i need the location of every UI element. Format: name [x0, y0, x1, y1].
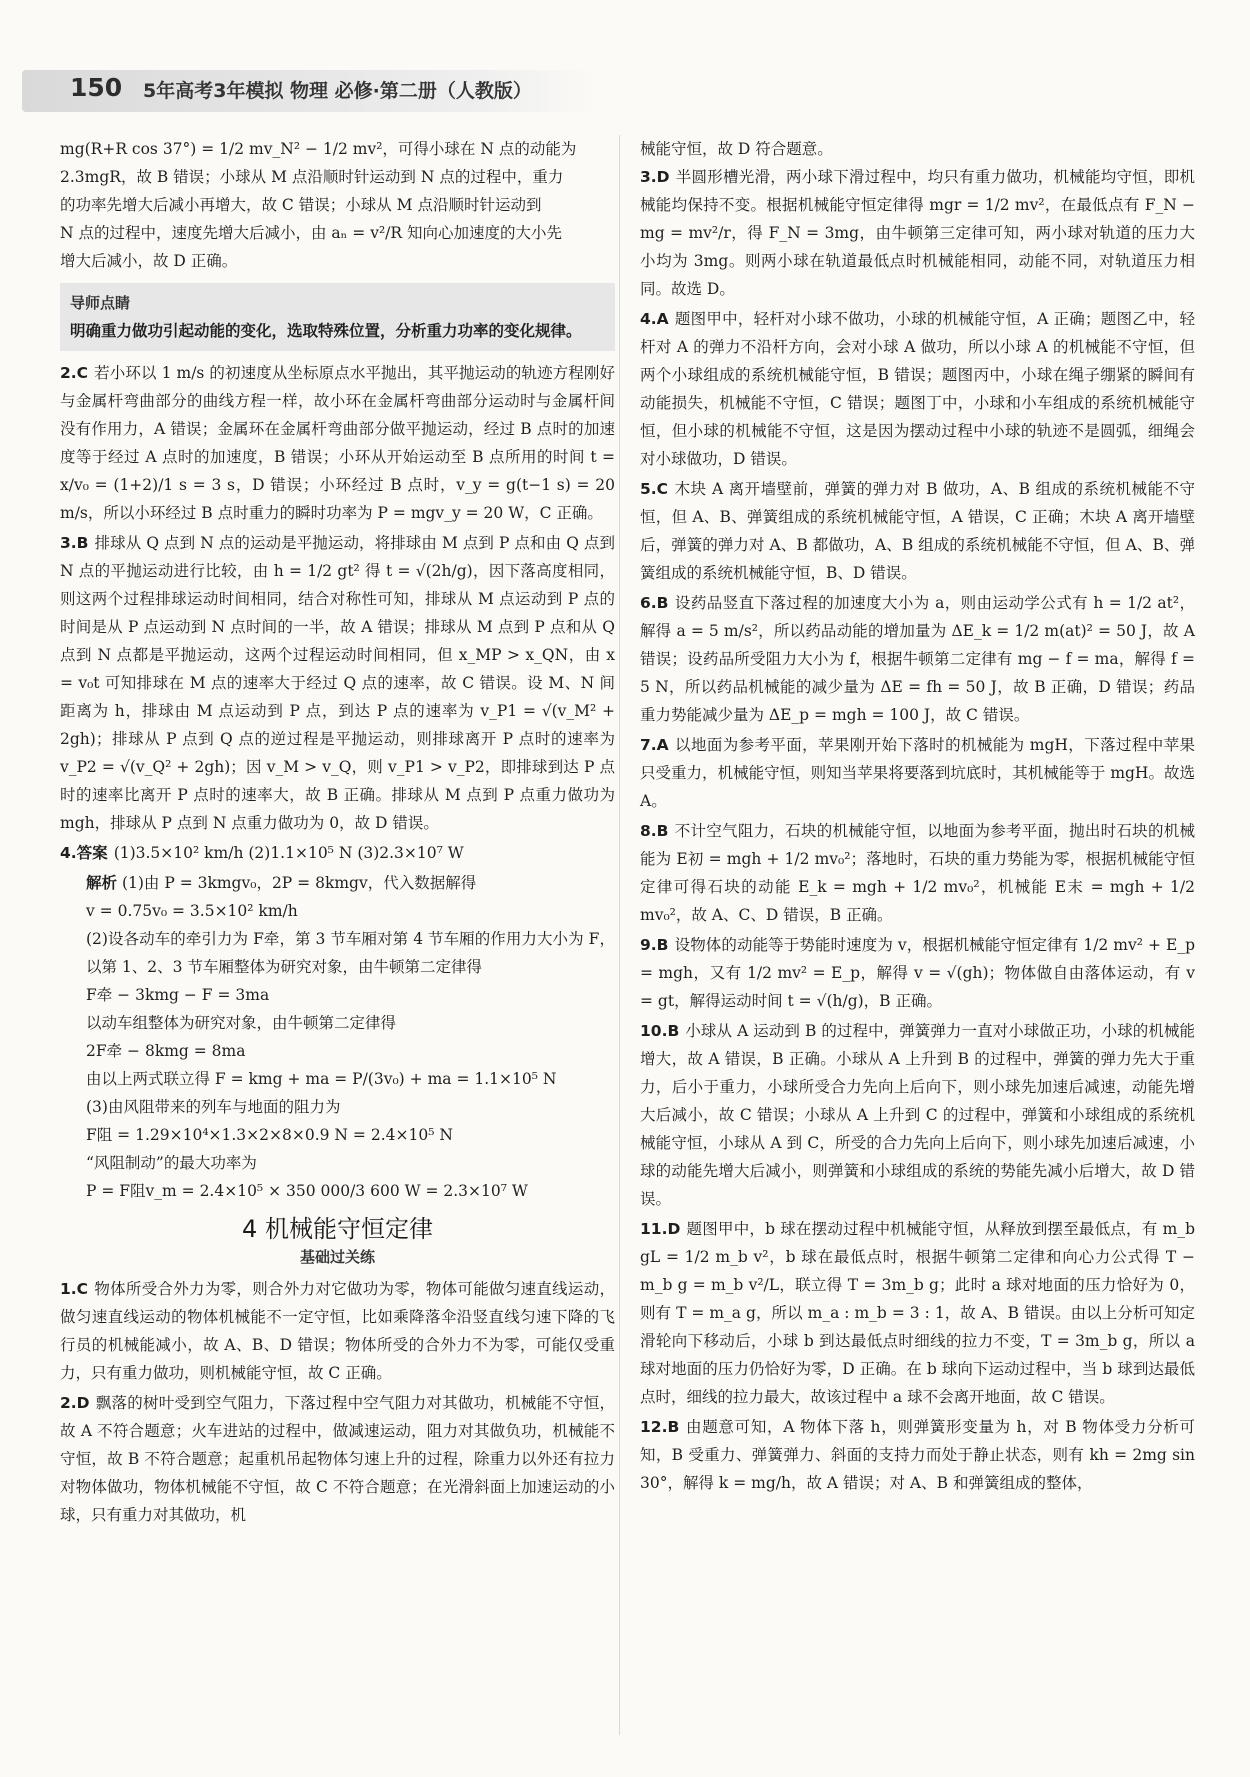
right-column: [640, 135, 1195, 1499]
answer-item-r4: [640, 305, 1195, 473]
item-number: 2.C: [60, 364, 89, 382]
intro-line: N 点的过程中，速度先增大后减小，由 aₙ = v²/R 知向心加速度的大小先: [60, 224, 562, 242]
solution-line: “风阻制动”的最大功率为: [86, 1154, 257, 1172]
item-number: 4.答案: [60, 844, 108, 862]
solution-line: F阻 = 1.29×10⁴×1.3×2×8×0.9 N = 2.4×10⁵ N: [86, 1126, 453, 1144]
hint-title: 导师点睛: [70, 294, 131, 312]
item-text: 小球从 A 运动到 B 的过程中，弹簧弹力一直对小球做正功，小球的机械能增大，故 A 错误，B 正确。小球从 A 上升到 B 的过程中，弹簧的弹力先大于重力，后小于重力，小球所受合力先向上后向下，则小球先加速后减速，动能先增大后减小，故 C 错误；小球从 A 上升到 C 的过程中，弹簧和小球组成的系统机械能守恒，小球从 A 到 C，所受的合力先向上后向下，则小球先加速后减速，小球的动能先增大后减小，则弹簧和小球组成的系统的势能先减小后增大，故 D 错误。: [640, 1022, 1195, 1208]
column-divider: [619, 135, 620, 1735]
item-number: 4.A: [640, 310, 669, 328]
answer-item-r6: [640, 589, 1195, 729]
solution-line: 2F牵 − 8kmg = 8ma: [86, 1042, 246, 1060]
item-text: 飘落的树叶受到空气阻力，下落过程中空气阻力对其做功，机械能不守恒，故 A 不符合题意；火车进站的过程中，做减速运动，阻力对其做负功，机械能不守恒，故 B 不符合题意；起重机吊起物体匀速上升的过程，除重力以外还有拉力对物体做功，物体机械能不守恒，故 C 不符合题意；在光滑斜面上加速运动的小球，只有重力对其做功，机: [60, 1394, 615, 1524]
item-text: 木块 A 离开墙壁前，弹簧的弹力对 B 做功，A、B 组成的系统机械能不守恒，但 A、B、弹簧组成的系统机械能守恒，A 错误，C 正确；木块 A 离开墙壁后，弹簧的弹力对 A、B 都做功，A、B 组成的系统机械能不守恒，但 A、B、弹簧组成的系统机械能守恒，B、D 错误。: [640, 480, 1195, 582]
item-text: 以地面为参考平面，苹果刚开始下落时的机械能为 mgH，下落过程中苹果只受重力，机械能守恒，则知当苹果将要落到坑底时，其机械能等于 mgH。故选 A。: [640, 736, 1195, 810]
answer-item-r3: [640, 163, 1195, 303]
answer-item-r5: [640, 475, 1195, 587]
item-number: 11.D: [640, 1220, 681, 1238]
item-text: 排球从 Q 点到 N 点的运动是平抛运动，将排球由 M 点到 P 点和由 Q 点到 N 点的平抛运动进行比较，由 h = 1/2 gt² 得 t = √(2h/g)，因下落高度相同，则这两个过程排球运动时间相同，结合对称性可知，排球从 M 点运动到 P 点的时间是从 P 点运动到 N 点时间的一半，故 A 错误；排球从 M 点到 P 点和从 Q 点到 N 点都是平抛运动，这两个过程运动时间相同，但 x_MP > x_QN，由 x = v₀t 可知排球在 M 点的速率大于经过 Q 点的速率，故 C 错误。设 M、N 间距离为 h，排球由 M 点运动到 P 点，到达 P 点的速率为 v_P1 = √(v_M² + 2gh)；排球从 P 点到 Q 点的逆过程是平抛运动，则排球离开 P 点时的速率为 v_P2 = √(v_Q² + 2gh)；因 v_M > v_Q，则 v_P1 > v_P2，即排球到达 P 点时的速率比离开 P 点时的速率大，故 B 正确。排球从 M 点到 P 点重力做功为 mgh，排球从 P 点到 N 点重力做功为 0，故 D 错误。: [60, 534, 615, 832]
answer-item-s1: [60, 1275, 615, 1387]
solution-line: 由以上两式联立得 F = kmg + ma = P/(3v₀) + ma = 1.1×10⁵ N: [86, 1070, 557, 1088]
item-number: 7.A: [640, 736, 669, 754]
item-number: 9.B: [640, 936, 669, 954]
item-number: 6.B: [640, 594, 669, 612]
solution-line: (1)由 P = 3kmgv₀，2P = 8kmgv，代入数据解得: [121, 874, 477, 892]
intro-line: 的功率先增大后减小再增大，故 C 错误；小球从 M 点沿顺时针运动到: [60, 196, 542, 214]
hint-body: 明确重力做功引起动能的变化，选取特殊位置，分析重力功率的变化规律。: [70, 321, 582, 340]
item-text: 题图甲中，轻杆对小球不做功，小球的机械能守恒，A 正确；题图乙中，轻杆对 A 的弹力不沿杆方向，会对小球 A 做功，所以小球 A 的机械能不守恒，但两个小球组成的系统机械能守恒，B 错误；题图丙中，小球在绳子绷紧的瞬间有动能损失，机械能不守恒，C 错误；题图丁中，小球和小车组成的系统机械能守恒，但小球的机械能不守恒，这是因为摆动过程中小球的轨迹不是圆弧，细绳会对小球做功，D 错误。: [640, 310, 1195, 468]
left-column: [60, 135, 615, 1531]
answer-item-3: [60, 529, 615, 837]
intro-line: 增大后减小，故 D 正确。: [60, 252, 238, 270]
item-number: 1.C: [60, 1280, 89, 1298]
item-number: 3.B: [60, 534, 89, 552]
item-text: 不计空气阻力，石块的机械能守恒，以地面为参考平面，抛出时石块的机械能为 E初 = mgh + 1/2 mv₀²；落地时，石块的重力势能为零，根据机械能守恒定律可得石块的动能 E_k = mgh + 1/2 mv₀²，机械能 E末 = mgh + 1/2 mv₀²，故 A、C、D 错误，B 正确。: [640, 822, 1195, 924]
intro-line: mg(R+R cos 37°) = 1/2 mv_N² − 1/2 mv²，可得小球在 N 点的动能为: [60, 140, 577, 158]
intro-line: 2.3mgR，故 B 错误；小球从 M 点沿顺时针运动到 N 点的过程中，重力: [60, 168, 564, 186]
solution-line: 以动车组整体为研究对象，由牛顿第二定律得: [86, 1014, 397, 1032]
solution-line: F牵 − 3kmg − F = 3ma: [86, 986, 270, 1004]
section-subtitle: 基础过关练: [299, 1248, 375, 1266]
answer-item-2: [60, 359, 615, 527]
item-text: 设物体的动能等于势能时速度为 v，根据机械能守恒定律有 1/2 mv² + E_p = mgh，又有 1/2 mv² = E_p，解得 v = √(gh)；物体做自由落体运动，有 v = gt，解得运动时间 t = √(h/g)，B 正确。: [640, 936, 1195, 1010]
answer-values: (1)3.5×10² km/h (2)1.1×10⁵ N (3)2.3×10⁷ W: [113, 844, 464, 862]
solution-line: (2)设各动车的牵引力为 F牵，第 3 节车厢对第 4 节车厢的作用力大小为 F，以第 1、2、3 节车厢整体为研究对象，由牛顿第二定律得: [86, 930, 615, 976]
item-number: 5.C: [640, 480, 669, 498]
page-header: [0, 0, 1250, 100]
answer-item-4: [60, 839, 615, 867]
continued-text: 械能守恒，故 D 符合题意。: [640, 140, 833, 158]
item-number: 12.B: [640, 1418, 680, 1436]
section-title: 4 机械能守恒定律: [242, 1215, 433, 1243]
item-number: 3.D: [640, 168, 670, 186]
solution-line: v = 0.75v₀ = 3.5×10² km/h: [86, 902, 298, 920]
answer-item-r9: [640, 931, 1195, 1015]
solution-line: P = F阻v_m = 2.4×10⁵ × 350 000/3 600 W = 2.3×10⁷ W: [86, 1182, 528, 1200]
item-text: 设药品竖直下落过程的加速度大小为 a，则由运动学公式有 h = 1/2 at²，解得 a = 5 m/s²，所以药品动能的增加量为 ΔE_k = 1/2 m(at)² = 50 J，故 A 错误；设药品所受阻力大小为 f，根据牛顿第二定律有 mg − f = ma，解得 f = 5 N，所以药品机械能的减少量为 ΔE = fh = 50 J，故 B 正确，D 错误；药品重力势能减少量为 ΔE_p = mgh = 100 J，故 C 错误。: [640, 594, 1195, 724]
mentor-hint-box: [60, 283, 615, 351]
answer-item-r10: [640, 1017, 1195, 1213]
item-text: 题图甲中，b 球在摆动过程中机械能守恒，从释放到摆至最低点，有 m_b gL = 1/2 m_b v²，b 球在最低点时，根据牛顿第二定律和向心力公式得 T − m_b g = m_b v²/L，联立得 T = 3m_b g；此时 a 球对地面的压力恰好为 0，则有 T = m_a g，所以 m_a : m_b = 3 : 1，故 A、B 错误。由以上分析可知定滑轮向下移动后，小球 b 到达最低点时细线的拉力不变，T = 3m_b g，所以 a 球对地面的压力仍恰好为零，D 正确。在 b 球向下运动过程中，当 b 球到达最低点时，细线的拉力最大，故该过程中 a 球不会离开地面，故 C 错误。: [640, 1220, 1195, 1406]
item-text: 物体所受合外力为零，则合外力对它做功为零，物体可能做匀速直线运动，做匀速直线运动的物体机械能不一定守恒，比如乘降落伞沿竖直线匀速下降的飞行员的机械能减小，故 A、B、D 错误；物体所受的合外力不为零，可能仅受重力，只有重力做功，则机械能守恒，故 C 正确。: [60, 1280, 615, 1382]
item-number: 8.B: [640, 822, 669, 840]
book-title: 5年高考3年模拟 物理 必修·第二册（人教版）: [143, 80, 532, 102]
solution-label: 解析: [86, 874, 118, 892]
page-number: 150: [70, 73, 123, 102]
solution-block: [60, 869, 615, 1205]
item-number: 2.D: [60, 1394, 90, 1412]
answer-item-r11: [640, 1215, 1195, 1411]
answer-item-r8: [640, 817, 1195, 929]
item-text: 由题意可知，A 物体下落 h，则弹簧形变量为 h，对 B 物体受力分析可知，B 受重力、弹簧弹力、斜面的支持力而处于静止状态，则有 kh = 2mg sin 30°，解得 k = mg/h，故 A 错误；对 A、B 和弹簧组成的整体，: [640, 1418, 1195, 1492]
answer-item-r12: [640, 1413, 1195, 1497]
item-text: 半圆形槽光滑，两小球下滑过程中，均只有重力做功，机械能均守恒，即机械能均保持不变。根据机械能守恒定律得 mgr = 1/2 mv²，在最低点有 F_N − mg = mv²/r，得 F_N = 3mg，由牛顿第三定律可知，两小球对轨道的压力大小均为 3mg。则两小球在轨道最低点时机械能相同，动能不同，对轨道压力相同。故选 D。: [640, 168, 1195, 298]
solution-line: (3)由风阻带来的列车与地面的阻力为: [86, 1098, 341, 1116]
answer-item-r7: [640, 731, 1195, 815]
answer-item-s2: [60, 1389, 615, 1529]
item-number: 10.B: [640, 1022, 680, 1040]
item-text: 若小环以 1 m/s 的初速度从坐标原点水平抛出，其平抛运动的轨迹方程刚好与金属杆弯曲部分的曲线方程一样，故小环在金属杆弯曲部分运动时与金属杆间没有作用力，A 错误；金属环在金属杆弯曲部分做平抛运动，经过 B 点时的加速度等于经过 A 点时的加速度，B 错误；小环从开始运动至 B 点所用的时间 t = x/v₀ = (1+2)/1 s = 3 s，D 错误；小环经过 B 点时，v_y = g(t−1 s) = 20 m/s，所以小环经过 B 点时重力的瞬时功率为 P = mgv_y = 20 W，C 正确。: [60, 364, 615, 522]
